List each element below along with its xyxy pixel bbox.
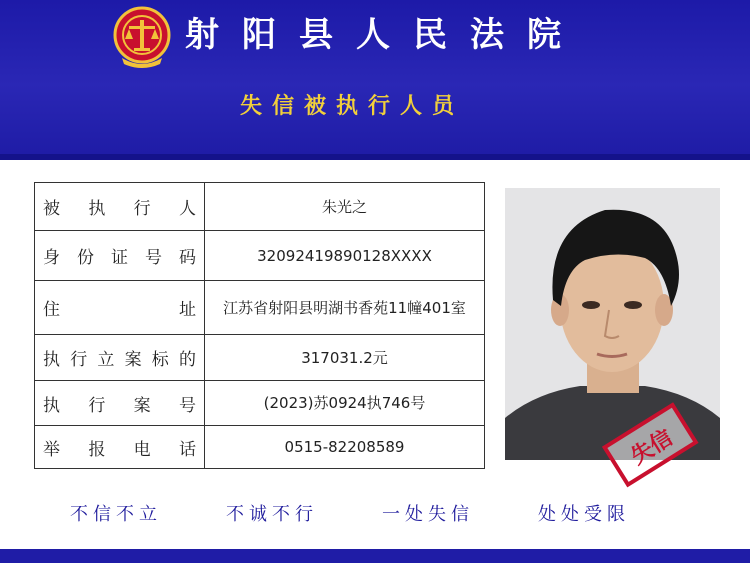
row-value: 317031.2元 xyxy=(205,335,485,381)
slogan-text: 处处受限 xyxy=(538,504,630,525)
table-row xyxy=(35,281,485,335)
portrait-photo xyxy=(505,188,720,471)
slogan-row xyxy=(70,500,630,528)
row-value: 江苏省射阳县明湖书香苑11幢401室 xyxy=(205,281,485,335)
row-label: 执行立案标的 xyxy=(43,350,196,370)
slogan-text: 不信不立 xyxy=(70,504,162,525)
debtor-info-table xyxy=(34,182,485,469)
footer-bar xyxy=(0,549,750,563)
row-value: 0515-82208589 xyxy=(205,426,485,469)
page-subtitle: 失信被执行人员 xyxy=(240,94,465,119)
row-value: 32092419890128XXXX xyxy=(205,231,485,281)
table-row xyxy=(35,381,485,426)
slogan-text: 一处失信 xyxy=(382,504,474,525)
court-emblem-icon xyxy=(112,6,172,68)
row-label: 执行案号 xyxy=(43,395,196,416)
slogan-text: 不诚不行 xyxy=(226,504,318,525)
court-name: 射阳县人民法院 xyxy=(185,15,584,55)
row-label: 举报电话 xyxy=(43,439,196,460)
row-label: 被执行人 xyxy=(43,199,196,219)
table-row xyxy=(35,231,485,281)
table-row xyxy=(35,335,485,381)
table-row xyxy=(35,426,485,469)
header-banner xyxy=(0,0,750,160)
table-row xyxy=(35,183,485,231)
row-value: (2023)苏0924执746号 xyxy=(205,381,485,426)
row-value: 朱光之 xyxy=(205,183,485,231)
row-label: 身份证号码 xyxy=(43,248,196,268)
stamp-text: 失信 xyxy=(626,425,678,471)
row-label: 住址 xyxy=(43,300,196,320)
